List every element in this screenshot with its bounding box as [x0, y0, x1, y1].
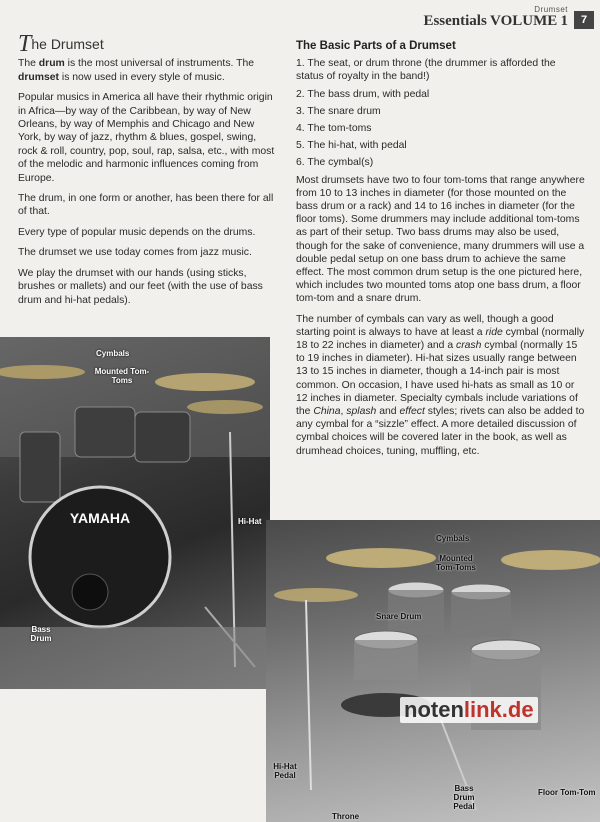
series-small: Drumset	[534, 5, 568, 14]
label-hihat: Hi-Hat	[238, 517, 262, 526]
label-bass-drum-pedal: Bass Drum Pedal	[453, 784, 475, 811]
list-item: 3. The snare drum	[296, 105, 381, 117]
paragraph: The drumset we use today comes from jazz music.	[18, 247, 252, 259]
watermark-text-b: link.de	[463, 697, 534, 722]
right-column	[296, 40, 586, 465]
list-item: 4. The tom-toms	[296, 123, 372, 135]
list-item: 2. The bass drum, with pedal	[296, 88, 430, 100]
list-item: 6. The cymbal(s)	[296, 157, 374, 169]
label-throne: Throne	[332, 812, 360, 821]
paragraph: We play the drumset with our hands (using sticks, brushes or mallets) and our feet (with the use of bass drum and hi-hat pedals).	[18, 267, 263, 306]
parts-list	[296, 57, 586, 169]
left-column	[18, 31, 278, 314]
paragraph: The drum is the most universal of instruments. The drumset is now used in every style of music.	[18, 58, 255, 83]
paragraph: Most drumsets have two to four tom-toms that range anywhere from 10 to 13 inches in diameter (for those mounted on the bass drum or a rack) and 14 to 16 inches in diameter (for the floor toms). Some drummers may include additional tom-toms as part of their setup. Two bass drums may also be used, though for the sake of convenience, many drummers will use a double pedal setup on one bass drum to achieve the same effect. The most common drum setup is the one pictured here, which includes two mounted toms atop one bass drum, a floor tom-tom and a snare drum.	[296, 174, 585, 305]
label-floor-tom: Floor Tom-Tom	[538, 788, 596, 797]
drumset-photo-back	[266, 520, 600, 822]
paragraph: Popular musics in America all have their rhythmic origin in Africa—by way of the Caribbean, by way of New Orleans, by way of Memphis and Chicago and New York, by way of jazz, rhythm & blues, gospel, swing, rock & roll, country, pop, soul, rap, salsa, etc., with most of the melodic and harmonic influences coming from Europe.	[18, 92, 275, 184]
drumset-photo-front	[0, 337, 270, 689]
page-number: 7	[574, 11, 594, 29]
label-snare-drum: Snare Drum	[376, 612, 422, 621]
list-item: 5. The hi-hat, with pedal	[296, 140, 407, 152]
paragraph: Every type of popular music depends on the drums.	[18, 226, 256, 238]
series-big: Essentials VOLUME 1	[423, 13, 568, 29]
series-title	[423, 6, 568, 29]
section-heading: The Basic Parts of a Drumset	[296, 40, 456, 52]
label-cymbals: Cymbals	[436, 534, 470, 543]
paragraph: The drum, in one form or another, has been there for all of that.	[18, 193, 274, 218]
page-header	[423, 6, 594, 29]
label-bass-drum: Bass Drum	[30, 625, 52, 643]
list-item: 1. The seat, or drum throne (the drummer is afforded the status of royalty in the band!)	[296, 58, 556, 83]
section-title: The Drumset	[18, 31, 104, 57]
watermark	[400, 697, 538, 723]
paragraph: The number of cymbals can vary as well, though a good starting point is always to have at least a ride cymbal (normally 18 to 22 inches in diameter) and a crash cymbal (normally 15 to 19 inches in diameter). Hi-hat sizes usually range between 13 to 15 inches in diameter, though a 14-inch pair is most common. On occasion, I have used hi-hats as small as 10 or 12 inches in diameter. Specialty cymbals include variations of the China, splash and effect styles; rivets can also be added to any cymbal for a “sizzle” effect. A more detailed discussion of cymbal choices will be covered later in the book, as well as drumhead choices, tuning, muffling, etc.	[296, 313, 585, 457]
label-cymbals: Cymbals	[96, 349, 130, 358]
label-hihat-pedal: Hi-Hat Pedal	[273, 762, 297, 780]
watermark-text-a: noten	[404, 697, 464, 722]
label-mounted-toms: Mounted Tom-Toms	[94, 367, 150, 385]
label-mounted-toms: Mounted Tom-Toms	[436, 554, 476, 572]
brand-logo: YAMAHA	[69, 510, 131, 526]
